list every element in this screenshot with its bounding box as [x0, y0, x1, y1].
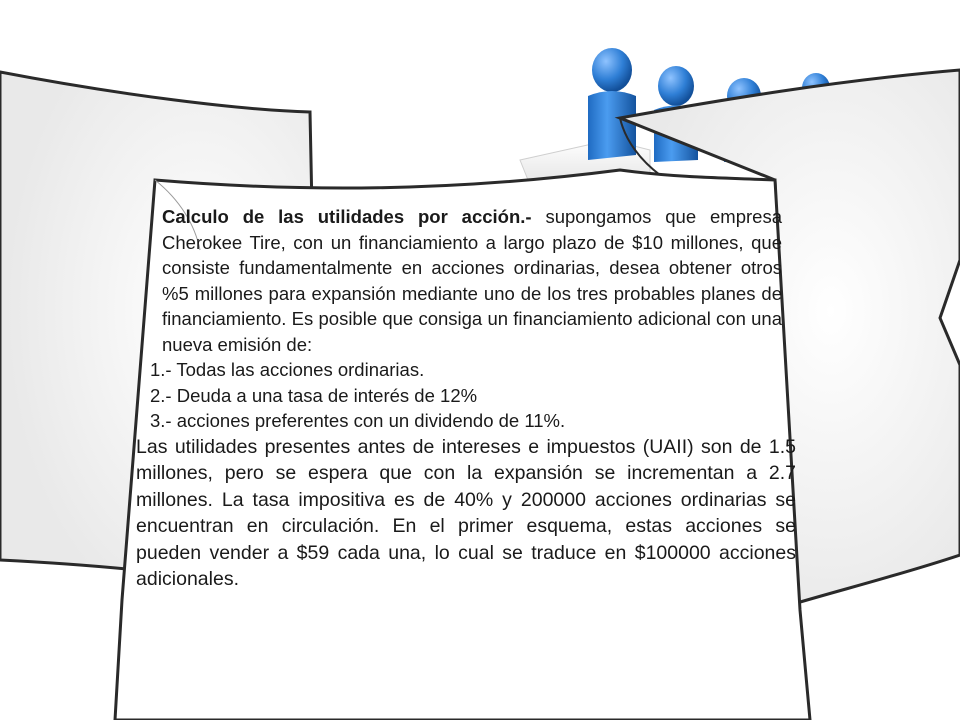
- content-text-block: [136, 204, 796, 593]
- list-item: 2.- Deuda a una tasa de interés de 12%: [150, 384, 478, 406]
- intro-paragraph: [150, 204, 782, 357]
- intro-text: supongamos que empresa Cherokee Tire, con un financiamiento a largo plazo de $10 millones, que consiste fundamentalmente en acciones ordinarias, desea obtener otros %5 millones para expansión mediante uno de los tres probables planes de financiamiento. Es posible que consiga un financiamiento adicional con una nueva emisión de:: [162, 206, 782, 355]
- profits-paragraph: Las utilidades presentes antes de intereses e impuestos (UAII) son de 1.5 millones, pero se espera que con la expansión se incrementan a 2.7 millones. La tasa impositiva es de 40% y 200000 acciones ordinarias se encuentran en circulación. En el primer esquema, estas acciones se pueden vender a $59 cada una, lo cual se traduce en $100000 acciones adicionales.: [136, 435, 796, 590]
- list-item: 1.- Todas las acciones ordinarias.: [150, 359, 425, 380]
- options-list: [150, 357, 782, 434]
- intro-title: Calculo de las utilidades por acción.-: [162, 206, 532, 227]
- list-item: 3.- acciones preferentes con un dividendo de 11%.: [150, 410, 566, 431]
